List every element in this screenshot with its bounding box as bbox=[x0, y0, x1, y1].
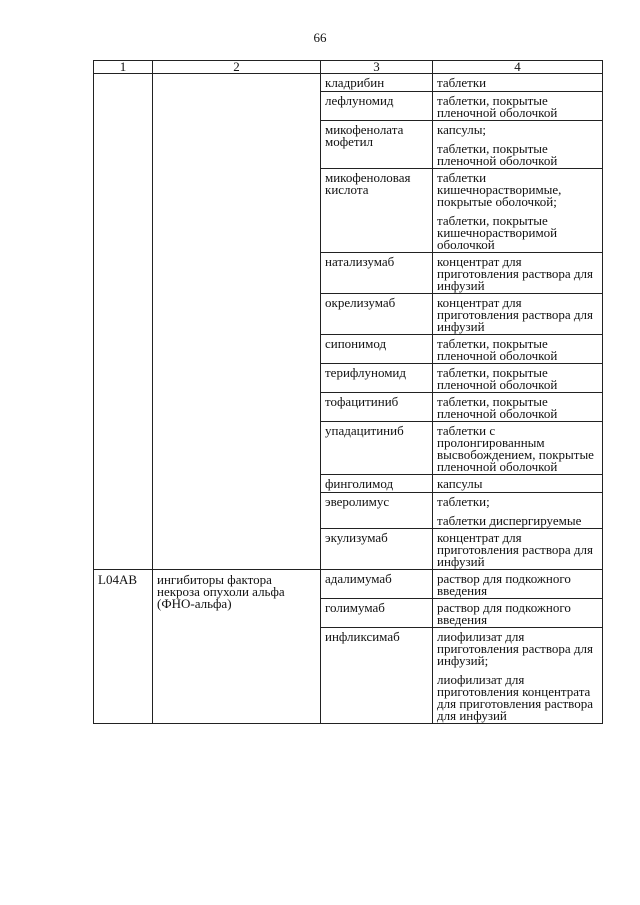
dosage-form: лиофилизат для приготовления раствора для инфузий; bbox=[437, 629, 593, 668]
drug-name: адалимумаб bbox=[325, 571, 392, 586]
drug-name: тофацитиниб bbox=[325, 394, 399, 409]
dosage-form: концентрат для приготовления раствора для инфузий bbox=[437, 295, 593, 334]
dosage-form-cell bbox=[433, 599, 603, 628]
dosage-form: таблетки с пролонгированным высвобождением, покрытые пленочной оболочкой bbox=[437, 423, 594, 474]
dosage-form-cell bbox=[433, 121, 603, 169]
dosage-form: таблетки диспергируемые bbox=[437, 513, 582, 528]
dosage-form-cell bbox=[433, 422, 603, 475]
dosage-form: лиофилизат для приготовления концентрата для приготовления раствора для инфузий bbox=[437, 672, 593, 723]
dosage-form-cell bbox=[433, 335, 603, 364]
drug-name-cell bbox=[321, 169, 433, 253]
drug-name: микофеноловая кислота bbox=[325, 170, 411, 197]
atc-code: L04AB bbox=[98, 572, 137, 587]
drug-name: финголимод bbox=[325, 476, 394, 491]
dosage-form: капсулы bbox=[437, 476, 483, 491]
dosage-form: раствор для подкожного введения bbox=[437, 571, 571, 598]
drug-name-cell bbox=[321, 529, 433, 570]
column-number: 2 bbox=[153, 61, 321, 74]
drug-name-cell bbox=[321, 253, 433, 294]
dosage-form: раствор для подкожного введения bbox=[437, 600, 571, 627]
drug-name: лефлуномид bbox=[325, 93, 394, 108]
drug-name-cell bbox=[321, 570, 433, 599]
atc-group-name: ингибиторы фактора некроза опухоли альфа (ФНО-альфа) bbox=[157, 572, 285, 611]
dosage-form: таблетки, покрытые пленочной оболочкой bbox=[437, 336, 558, 363]
drug-name: инфликсимаб bbox=[325, 629, 400, 644]
dosage-form: таблетки bbox=[437, 75, 487, 90]
drug-name-cell bbox=[321, 121, 433, 169]
dosage-form: таблетки, покрытые пленочной оболочкой bbox=[437, 141, 558, 168]
column-number: 3 bbox=[321, 61, 433, 74]
drug-name: экулизумаб bbox=[325, 530, 388, 545]
drug-name-cell bbox=[321, 599, 433, 628]
dosage-form: таблетки, покрытые кишечнорастворимой оболочкой bbox=[437, 213, 558, 252]
column-number: 4 bbox=[433, 61, 603, 74]
dosage-form: таблетки, покрытые пленочной оболочкой bbox=[437, 394, 558, 421]
dosage-form-cell bbox=[433, 253, 603, 294]
drug-name: терифлуномид bbox=[325, 365, 407, 380]
drug-name: окрелизумаб bbox=[325, 295, 396, 310]
drug-name: упадацитиниб bbox=[325, 423, 404, 438]
drug-name: сипонимод bbox=[325, 336, 387, 351]
table-row bbox=[94, 570, 603, 599]
dosage-form-cell bbox=[433, 393, 603, 422]
drug-name-cell bbox=[321, 92, 433, 121]
drug-name-cell bbox=[321, 294, 433, 335]
dosage-form-cell bbox=[433, 74, 603, 92]
drug-name: микофенолата мофетил bbox=[325, 122, 404, 149]
atc-group-cell bbox=[153, 570, 321, 724]
atc-group-cell bbox=[153, 74, 321, 570]
atc-code-cell bbox=[94, 74, 153, 570]
drug-name: натализумаб bbox=[325, 254, 395, 269]
drug-name-cell bbox=[321, 335, 433, 364]
column-number-row bbox=[94, 61, 603, 74]
atc-code-cell bbox=[94, 570, 153, 724]
dosage-form: капсулы; bbox=[437, 122, 487, 137]
dosage-form: концентрат для приготовления раствора для инфузий bbox=[437, 254, 593, 293]
dosage-form-cell bbox=[433, 364, 603, 393]
drug-name-cell bbox=[321, 475, 433, 493]
drug-name-cell bbox=[321, 393, 433, 422]
dosage-form-cell bbox=[433, 493, 603, 529]
dosage-form-cell bbox=[433, 529, 603, 570]
drug-name: кладрибин bbox=[325, 75, 385, 90]
dosage-form: концентрат для приготовления раствора для инфузий bbox=[437, 530, 593, 569]
drug-name-cell bbox=[321, 422, 433, 475]
drug-name-cell bbox=[321, 74, 433, 92]
dosage-form-cell bbox=[433, 169, 603, 253]
column-number: 1 bbox=[94, 61, 153, 74]
dosage-form: таблетки, покрытые пленочной оболочкой bbox=[437, 365, 558, 392]
drug-name: голимумаб bbox=[325, 600, 385, 615]
page-number: 66 bbox=[313, 30, 327, 45]
drug-name: эверолимус bbox=[325, 494, 390, 509]
drug-table bbox=[93, 60, 603, 724]
dosage-form-cell bbox=[433, 475, 603, 493]
drug-name-cell bbox=[321, 628, 433, 724]
table-body bbox=[94, 74, 603, 724]
table-row bbox=[94, 74, 603, 92]
drug-name-cell bbox=[321, 364, 433, 393]
dosage-form: таблетки кишечнорастворимые, покрытые оболочкой; bbox=[437, 170, 562, 209]
dosage-form-cell bbox=[433, 570, 603, 599]
dosage-form: таблетки, покрытые пленочной оболочкой bbox=[437, 93, 558, 120]
dosage-form-cell bbox=[433, 628, 603, 724]
dosage-form-cell bbox=[433, 294, 603, 335]
dosage-form-cell bbox=[433, 92, 603, 121]
drug-name-cell bbox=[321, 493, 433, 529]
dosage-form: таблетки; bbox=[437, 494, 490, 509]
